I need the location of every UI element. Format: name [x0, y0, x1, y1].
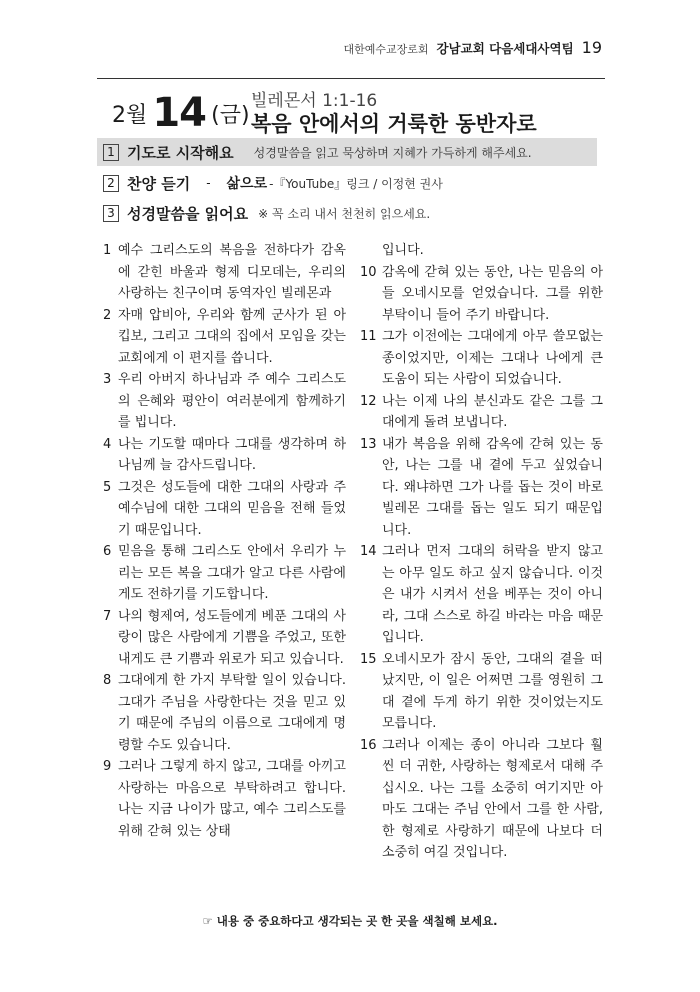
verse-text: 나의 형제여, 성도들에게 베푼 그대의 사랑이 많은 사람에게 기쁨을 주었고, 또한 내게도 큰 기쁨과 위로가 되고 있습니다.: [118, 608, 346, 667]
verse: [103, 541, 346, 606]
verse-number: 12: [360, 393, 377, 409]
passage-title: 복음 안에서의 거룩한 동반자로: [251, 112, 537, 136]
page-header: [343, 38, 602, 57]
verse-text: 나는 기도할 때마다 그대를 생각하며 하나님께 늘 감사드립니다.: [118, 436, 346, 473]
verse-text: 그것은 성도들에 대한 그대의 사랑과 주 예수님에 대한 그대의 믿음을 전해 들었기 때문입니다.: [118, 479, 346, 538]
step-description: 성경말씀을 읽고 묵상하며 지혜가 가득하게 해주세요.: [253, 145, 532, 160]
verse-text: 그러나 먼저 그대의 허락을 받지 않고는 아무 일도 하고 싶지 않습니다. 이것은 내가 시켜서 선을 베푸는 것이 아니라, 그대 스스로 하길 바라는 마음 때문입니다.: [382, 544, 603, 645]
date-block: [112, 90, 250, 136]
verse: [360, 240, 603, 262]
verse-text: 그러나 그렇게 하지 않고, 그대를 아끼고 사랑하는 마음으로 부탁하려고 합니다. 나는 지금 나이가 많고, 예수 그리스도를 위해 갇혀 있는 상태: [118, 759, 346, 839]
verse: [103, 477, 346, 542]
scripture-column-right: [360, 240, 603, 864]
verse-number: 11: [360, 329, 377, 344]
step-description: ※ 꼭 소리 내서 천천히 읽으세요.: [258, 206, 431, 221]
verse-number: 8: [103, 673, 112, 688]
step-prayer: [97, 138, 597, 166]
date-day: 14: [152, 90, 207, 136]
verse-text: 믿음을 통해 그리스도 안에서 우리가 누리는 모든 복을 그대가 알고 다른 사람에게도 전하기를 기도합니다.: [118, 544, 346, 602]
passage-reference: 빌레몬서 1:1-16: [251, 91, 378, 111]
verse: [103, 756, 346, 842]
verse: [360, 262, 603, 327]
scripture-column-left: [103, 240, 346, 864]
verse-number: 2: [103, 307, 112, 323]
verse-number: 13: [360, 436, 377, 452]
verse-number: 10: [360, 264, 377, 280]
verse: [360, 649, 603, 735]
verse-text: 그가 이전에는 그대에게 아무 쓸모없는 종이었지만, 이제는 그대나 나에게 큰 도움이 되는 사람이 되었습니다.: [382, 329, 603, 387]
verse-text: 오네시모가 잠시 동안, 그대의 곁을 떠났지만, 이 일은 어쩌면 그를 영원히 그대 곁에 두게 하기 위한 것이었는지도 모릅니다.: [382, 651, 603, 731]
footer-text: 내용 중 중요하다고 생각되는 곳 한 곳을 색칠해 보세요.: [216, 914, 498, 928]
song-title: 삶으로: [226, 176, 268, 192]
verse-number: 4: [103, 436, 112, 452]
verse-number: 16: [360, 737, 377, 753]
verse: [360, 434, 603, 542]
header-org: 대한예수교장로회: [343, 43, 429, 56]
verse-text: 입니다.: [382, 243, 424, 258]
verse: [360, 541, 603, 649]
verse-number: 7: [103, 608, 112, 624]
header-church: 강남교회 다음세대사역팀: [436, 41, 574, 56]
step-separator: -: [206, 176, 211, 190]
verse-number: 5: [103, 479, 112, 495]
verse: [103, 305, 346, 370]
verse-number: 1: [103, 243, 112, 258]
verse: [360, 391, 603, 434]
song-link[interactable]: -『YouTube』링크 / 이정현 권사: [269, 176, 443, 191]
verse-number: 3: [103, 372, 112, 387]
page-number: 19: [581, 38, 602, 57]
verse: [360, 326, 603, 391]
verse-text: 나는 이제 나의 분신과도 같은 그를 그대에게 돌려 보냅니다.: [382, 393, 603, 430]
step-label: 성경말씀을 읽어요: [127, 204, 249, 223]
verse-text: 그러나 이제는 종이 아니라 그보다 훨씬 더 귀한, 사랑하는 형제로서 대해 주십시오. 나는 그를 소중히 여기지만 아마도 그대는 주님 안에서 그를 한 사람, 한 형제로 사랑하기 때문에 나보다 더 소중히 여길 것입니다.: [382, 737, 603, 860]
step-number: 2: [103, 175, 119, 192]
verse: [103, 434, 346, 477]
step-reading: [103, 201, 430, 225]
header-divider: [97, 78, 605, 79]
verse-number: 6: [103, 544, 112, 559]
verse-text: 그대에게 한 가지 부탁할 일이 있습니다. 그대가 주님을 사랑한다는 것을 믿고 있기 때문에 주님의 이름으로 그대에게 명령할 수도 있습니다.: [118, 673, 346, 753]
step-label: 찬양 듣기: [127, 174, 191, 193]
verse: [103, 670, 346, 756]
verse-number: 15: [360, 651, 377, 667]
pointing-hand-icon: ☞: [202, 914, 213, 928]
verse-text: 우리 아버지 하나님과 주 예수 그리스도의 은혜와 평안이 여러분에게 함께하기를 빕니다.: [118, 372, 346, 430]
verse: [360, 735, 603, 864]
verse: [103, 606, 346, 671]
verse-number: 9: [103, 759, 112, 774]
step-number: 3: [103, 205, 119, 222]
verse-text: 자매 압비아, 우리와 함께 군사가 된 아킵보, 그리고 그대의 집에서 모임을 갖는 교회에게 이 편지를 씁니다.: [118, 307, 346, 366]
verse: [103, 240, 346, 305]
verse-text: 내가 복음을 위해 감옥에 갇혀 있는 동안, 나는 그를 내 곁에 두고 싶었습니다. 왜냐하면 그가 나를 돕는 것이 바로 빌레몬 그대를 돕는 일도 되기 때문입니다.: [382, 436, 603, 538]
date-weekday: (금): [211, 103, 250, 128]
scripture-columns: [103, 240, 603, 864]
verse-text: 감옥에 갇혀 있는 동안, 나는 믿음의 아들 오네시모를 얻었습니다. 그를 위한 부탁이니 들어 주기 바랍니다.: [382, 264, 603, 323]
step-label: 기도로 시작해요: [127, 143, 234, 162]
step-praise: [103, 171, 443, 195]
verse: [103, 369, 346, 434]
step-number: 1: [103, 144, 119, 161]
footer-instruction: [0, 913, 700, 929]
verse-number: 14: [360, 544, 377, 559]
date-month: 2월: [112, 103, 148, 128]
verse-text: 예수 그리스도의 복음을 전하다가 감옥에 갇힌 바울과 형제 디모데는, 우리의 사랑하는 친구이며 동역자인 빌레몬과: [118, 243, 346, 301]
